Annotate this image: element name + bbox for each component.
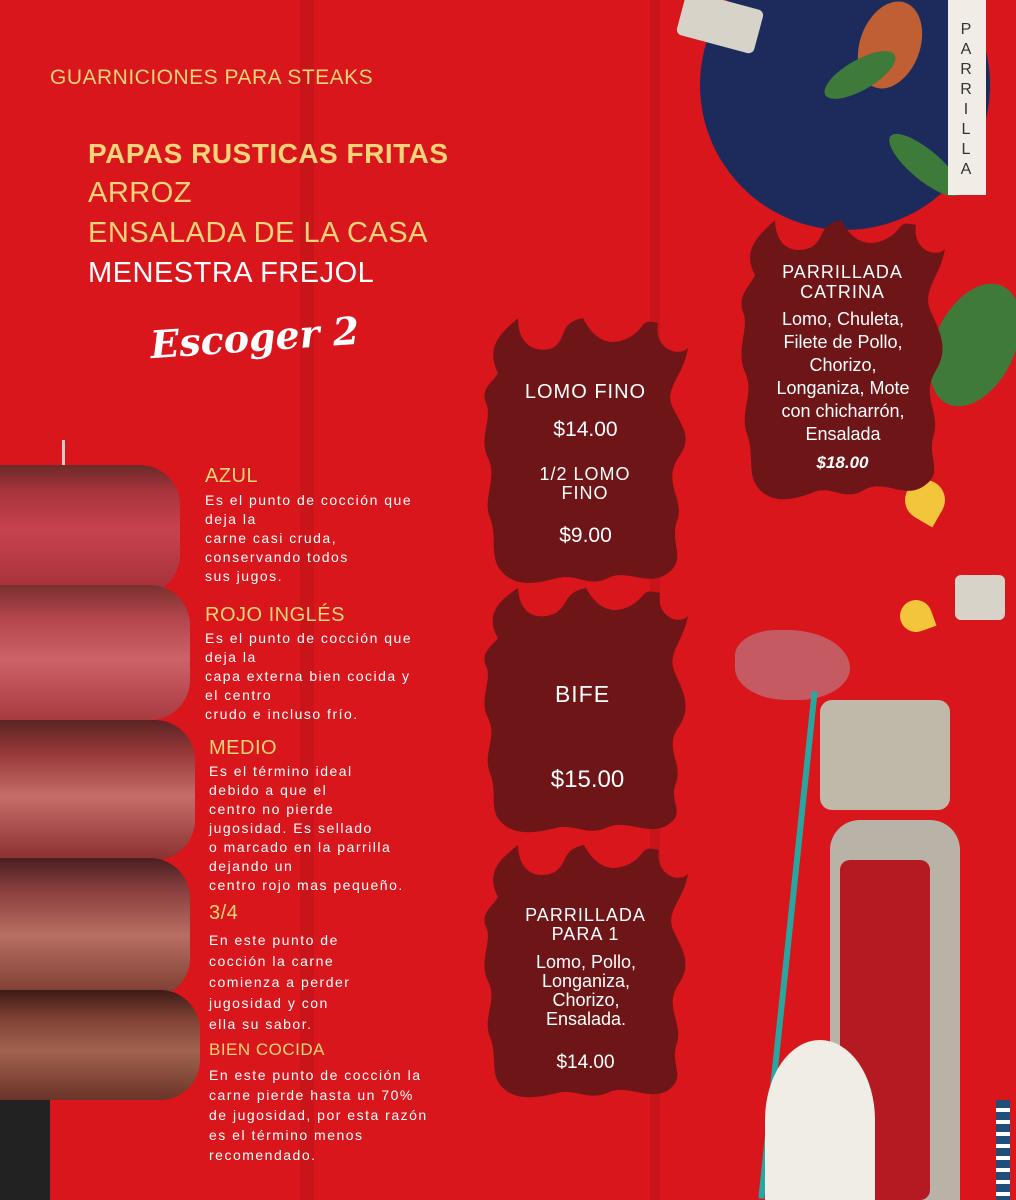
card-title: PARRILLADA PARA 1 [525, 905, 646, 944]
card-description: Lomo, Pollo, Longaniza, Chorizo, Ensalada. [535, 952, 637, 1029]
card-price: $14.00 [553, 418, 618, 441]
card-price: $9.00 [559, 524, 612, 547]
term-description: En este punto de cocción la carne pierde hasta un 70% de jugosidad, por esta razón es el término menos recomendado. [209, 1067, 428, 1163]
chain-decoration [996, 1100, 1010, 1200]
card-description: Lomo, Chuleta, Filete de Pollo, Chorizo, Longaniza, Mote con chicharrón, Ensalada [776, 309, 910, 444]
term-description: Es el punto de cocción que deja la capa externa bien cocida y el centro crudo e incluso frío. [205, 630, 413, 722]
parrilla-letter: R [960, 61, 974, 78]
term-description: Es el punto de cocción que deja la carne casi cruda, conservando todos sus jugos. [205, 492, 413, 584]
parrilla-label [956, 20, 978, 180]
watering-can-illustration [955, 575, 1005, 620]
bife-card-shape [478, 588, 693, 833]
parrilla-letter: L [961, 141, 973, 158]
side-option: ENSALADA DE LA CASA [88, 217, 428, 249]
aztec-mask-illustration [820, 700, 950, 810]
card-title: 1/2 LOMO FINO [539, 464, 631, 503]
term-title: ROJO INGLÉS [205, 604, 345, 626]
card-price: $14.00 [556, 1052, 615, 1073]
term-title: MEDIO [209, 737, 278, 759]
parrilla-letter: I [963, 101, 971, 118]
card-title: BIFE [554, 681, 611, 707]
parrilla-letter: A [960, 41, 974, 58]
term-title: BIEN COCIDA [209, 1040, 326, 1059]
card-title: PARRILLADA CATRINA [782, 262, 903, 302]
choose-note: Escoger 2 [148, 307, 361, 368]
section-title: GUARNICIONES PARA STEAKS [50, 66, 374, 89]
term-description: Es el término ideal debido a que el centro no pierde jugosidad. Es sellado o marcado en la parrilla dejando un centro rojo mas pequeño. [209, 763, 404, 893]
parrilla-letter: A [960, 161, 974, 178]
butterfly-illustration [895, 595, 936, 636]
side-option: ARROZ [88, 177, 192, 209]
parrilla-letter: P [960, 21, 974, 38]
term-title: AZUL [205, 465, 259, 487]
steak-on-fork-illustration [735, 630, 850, 700]
side-option: MENESTRA FREJOL [88, 257, 375, 289]
term-title: 3/4 [209, 902, 239, 924]
term-description: En este punto de cocción la carne comienza a perder jugosidad y con ella su sabor. [209, 932, 351, 1032]
flower-illustration [765, 1040, 875, 1200]
card-price: $18.00 [816, 453, 869, 472]
card-price: $15.00 [550, 766, 625, 793]
side-option: PAPAS RUSTICAS FRITAS [88, 138, 449, 169]
parrilla-letter: L [961, 121, 973, 138]
card-title: LOMO FINO [524, 381, 647, 403]
parrilla-letter: R [960, 81, 974, 98]
